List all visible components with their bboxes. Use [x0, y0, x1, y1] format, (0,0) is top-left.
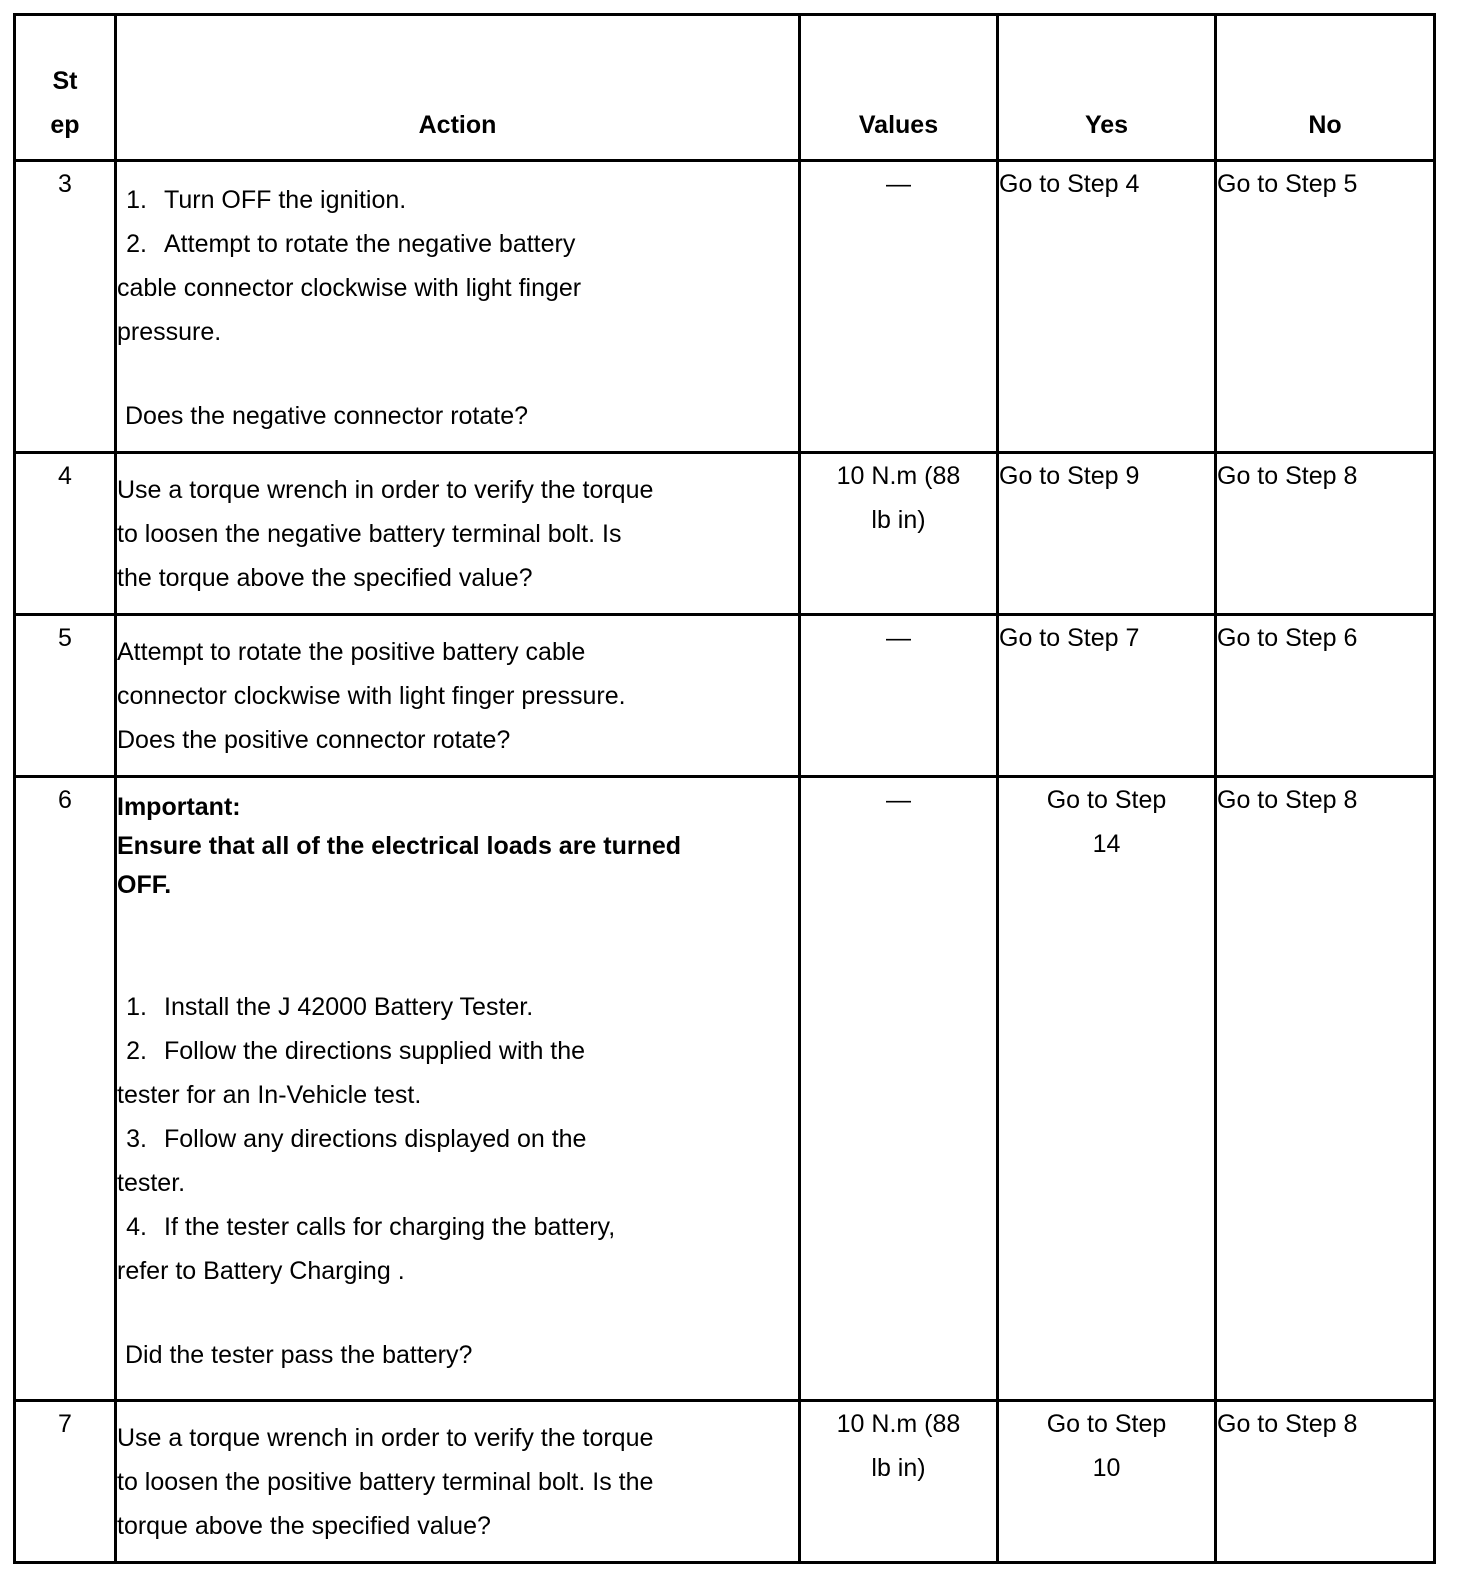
yes-link[interactable]: Go to Step 7 — [998, 615, 1216, 777]
values-cell: 10 N.m (88 lb in) — [800, 1401, 998, 1563]
action-cell — [116, 777, 800, 1401]
no-link[interactable]: Go to Step 8 — [1216, 1401, 1435, 1563]
action-text: Use a torque wrench in order to verify the torque — [117, 476, 654, 504]
step-number: 7 — [15, 1401, 116, 1563]
header-no: No — [1216, 15, 1435, 161]
action-item: 3. Follow any directions displayed on the — [126, 1125, 587, 1153]
table-row — [15, 1401, 1435, 1563]
action-question: Does the negative connector rotate? — [125, 402, 529, 430]
action-item: 2. Attempt to rotate the negative battery — [126, 230, 576, 258]
values-cell: — — [800, 777, 998, 1401]
action-text: Attempt to rotate the positive battery cable — [117, 638, 586, 666]
yes-link[interactable]: Go to Step 14 — [998, 777, 1216, 1401]
action-cell — [116, 161, 800, 453]
header-action: Action — [116, 15, 800, 161]
action-text: refer to Battery Charging . — [117, 1257, 405, 1285]
step-number: 5 — [15, 615, 116, 777]
action-cell — [116, 453, 800, 615]
header-yes: Yes — [998, 15, 1216, 161]
header-step: St ep — [15, 15, 116, 161]
action-text: connector clockwise with light finger pressure. — [117, 682, 626, 710]
important-note: Important: Ensure that all of the electrical loads are turned OFF. — [117, 793, 682, 899]
values-cell: — — [800, 161, 998, 453]
no-link[interactable]: Go to Step 5 — [1216, 161, 1435, 453]
action-cell — [116, 615, 800, 777]
step-number: 6 — [15, 777, 116, 1401]
action-item: 1. Install the J 42000 Battery Tester. — [126, 993, 534, 1021]
diagnostic-table — [13, 13, 1436, 1564]
action-text: tester. — [117, 1169, 186, 1197]
values-cell: 10 N.m (88 lb in) — [800, 453, 998, 615]
values-cell: — — [800, 615, 998, 777]
action-text: Use a torque wrench in order to verify the torque — [117, 1424, 654, 1452]
action-text: Does the positive connector rotate? — [117, 726, 511, 754]
yes-link[interactable]: Go to Step 10 — [998, 1401, 1216, 1563]
yes-link[interactable]: Go to Step 9 — [998, 453, 1216, 615]
action-text: the torque above the specified value? — [117, 564, 533, 592]
table-header-row — [15, 15, 1435, 161]
yes-link[interactable]: Go to Step 4 — [998, 161, 1216, 453]
action-item: 1. Turn OFF the ignition. — [126, 186, 407, 214]
step-number: 4 — [15, 453, 116, 615]
action-item: 4. If the tester calls for charging the battery, — [126, 1213, 616, 1241]
action-item: 2. Follow the directions supplied with the — [126, 1037, 586, 1065]
no-link[interactable]: Go to Step 8 — [1216, 777, 1435, 1401]
action-text: tester for an In-Vehicle test. — [117, 1081, 422, 1109]
action-question: Did the tester pass the battery? — [125, 1341, 473, 1369]
no-link[interactable]: Go to Step 6 — [1216, 615, 1435, 777]
action-text: torque above the specified value? — [117, 1512, 491, 1540]
table-row — [15, 777, 1435, 1401]
no-link[interactable]: Go to Step 8 — [1216, 453, 1435, 615]
action-text: cable connector clockwise with light finger — [117, 274, 582, 302]
action-text: pressure. — [117, 318, 222, 346]
header-values: Values — [800, 15, 998, 161]
table-row — [15, 161, 1435, 453]
table-row — [15, 615, 1435, 777]
action-cell — [116, 1401, 800, 1563]
table-row — [15, 453, 1435, 615]
step-number: 3 — [15, 161, 116, 453]
action-text: to loosen the positive battery terminal bolt. Is the — [117, 1468, 654, 1496]
action-text: to loosen the negative battery terminal bolt. Is — [117, 520, 622, 548]
